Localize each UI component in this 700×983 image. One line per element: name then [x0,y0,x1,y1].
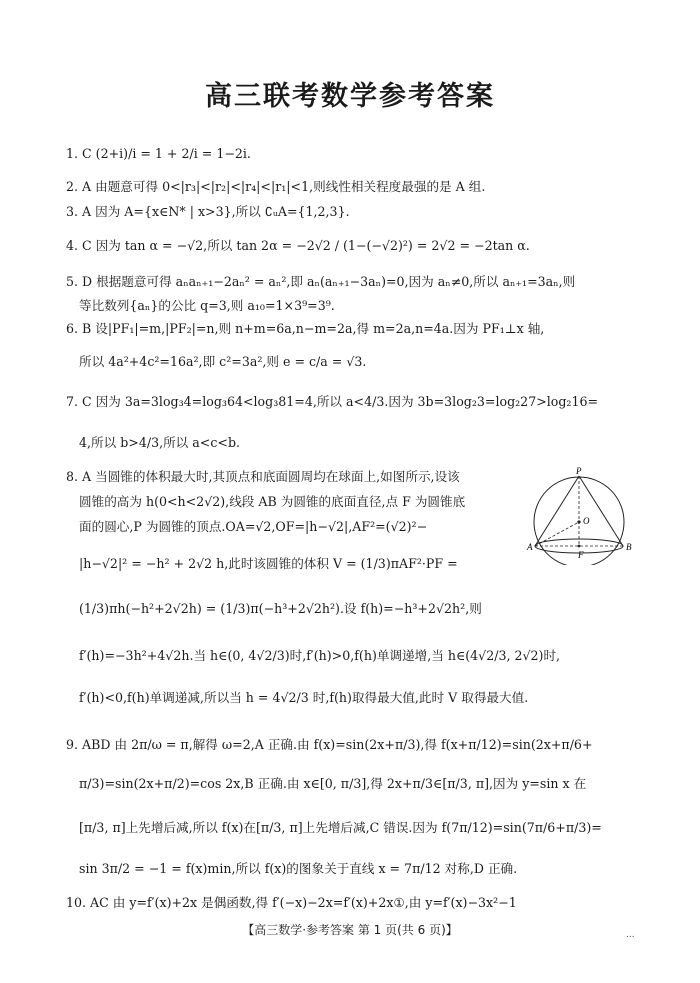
answer-3: 3. A 因为 A={x∈N* | x>3},所以 ∁ᵤA={1,2,3}. [66,204,350,219]
answer-8-line-4: |h−√2|² = −h² + 2√2 h,此时该圆锥的体积 V = (1/3)πAF²·PF = [79,556,458,571]
answer-9-line-4: sin 3π/2 = −1 = f(x)min,所以 f(x)的图象关于直线 x = 7π/12 对称,D 正确. [79,861,518,876]
segment-oa [535,522,579,546]
label-a: A [527,542,533,552]
answer-10: 10. AC 由 y=f′(x)+2x 是偶函数,得 f′(−x)−2x=f′(x)+2x①,由 y=f′(x)−3x²−1 [66,895,517,910]
answer-7: 7. C 因为 3a=3log₃4=log₃64<log₃81=4,所以 a<4/3.因为 3b=3log₂3=log₂27>log₂16= [66,394,599,409]
answer-8: 8. A 当圆锥的体积最大时,其顶点和底面圆周均在球面上,如图所示,设该 [66,469,460,484]
cone-edge-pa [535,476,579,546]
label-f: F [578,550,584,560]
cone-edge-pb [579,476,623,546]
label-p: P [576,466,582,476]
answer-8-line-2: 圆锥的高为 h(0<h<2√2),线段 AB 为圆锥的底面直径,点 F 为圆锥底 [79,494,466,509]
answer-1: 1. C (2+i)/i = 1 + 2/i = 1−2i. [66,146,251,161]
point-f [578,545,581,548]
point-o [577,520,580,523]
label-o: O [583,516,590,526]
label-b: B [626,542,632,552]
answer-6-cont: 所以 4a²+4c²=16a²,即 c²=3a²,则 e = c/a = √3. [79,354,367,369]
answer-7-cont: 4,所以 b>4/3,所以 a<c<b. [79,435,241,450]
sphere-cone-figure [525,465,645,565]
answer-8-line-3: 面的圆心,P 为圆锥的顶点.OA=√2,OF=|h−√2|,AF²=(√2)²− [79,519,428,534]
answer-9: 9. ABD 由 2π/ω = π,解得 ω=2,A 正确.由 f(x)=sin(2x+π/3),得 f(x+π/12)=sin(2x+π/6+ [66,737,593,752]
answer-8-line-6: f′(h)=−3h²+4√2h.当 h∈(0, 4√2/3)时,f′(h)>0,f(h)单调递增,当 h∈(4√2/3, 2√2)时, [79,648,561,663]
answer-5: 5. D 根据题意可得 aₙaₙ₊₁−2aₙ² = aₙ²,即 aₙ(aₙ₊₁−3aₙ)=0,因为 aₙ≠0,所以 aₙ₊₁=3aₙ,则 [66,274,576,289]
answer-9-line-3: [π/3, π]上先增后减,所以 f(x)在[π/3, π]上先增后减,C 错误.因为 f(7π/12)=sin(7π/6+π/3)= [79,820,602,835]
corner-mark: ... [626,930,635,940]
answer-5-cont: 等比数列{aₙ}的公比 q=3,则 a₁₀=1×3⁹=3⁹. [79,298,335,313]
answer-9-line-2: π/3)=sin(2x+π/2)=cos 2x,B 正确.由 x∈[0, π/3],得 2x+π/3∈[π/3, π],因为 y=sin x 在 [79,776,587,791]
answer-8-line-5: (1/3)πh(−h²+2√2h) = (1/3)π(−h³+2√2h²).设 f(h)=−h³+2√2h²,则 [79,601,482,616]
answer-6: 6. B 设|PF₁|=m,|PF₂|=n,则 n+m=6a,n−m=2a,得 m=2a,n=4a.因为 PF₁⊥x 轴, [66,321,545,336]
answer-4: 4. C 因为 tan α = −√2,所以 tan 2α = −2√2 / (1−(−√2)²) = 2√2 = −2tan α. [66,238,530,253]
answer-8-line-7: f′(h)<0,f(h)单调递减,所以当 h = 4√2/3 时,f(h)取得最大值,此时 V 取得最大值. [79,690,529,705]
answer-2: 2. A 由题意可得 0<|r₃|<|r₂|<|r₄|<|r₁|<1,则线性相关程度最强的是 A 组. [66,179,486,194]
page-title: 高三联考数学参考答案 [205,81,495,112]
page-footer: 【高三数学·参考答案 第 1 页(共 6 页)】 [242,923,458,937]
